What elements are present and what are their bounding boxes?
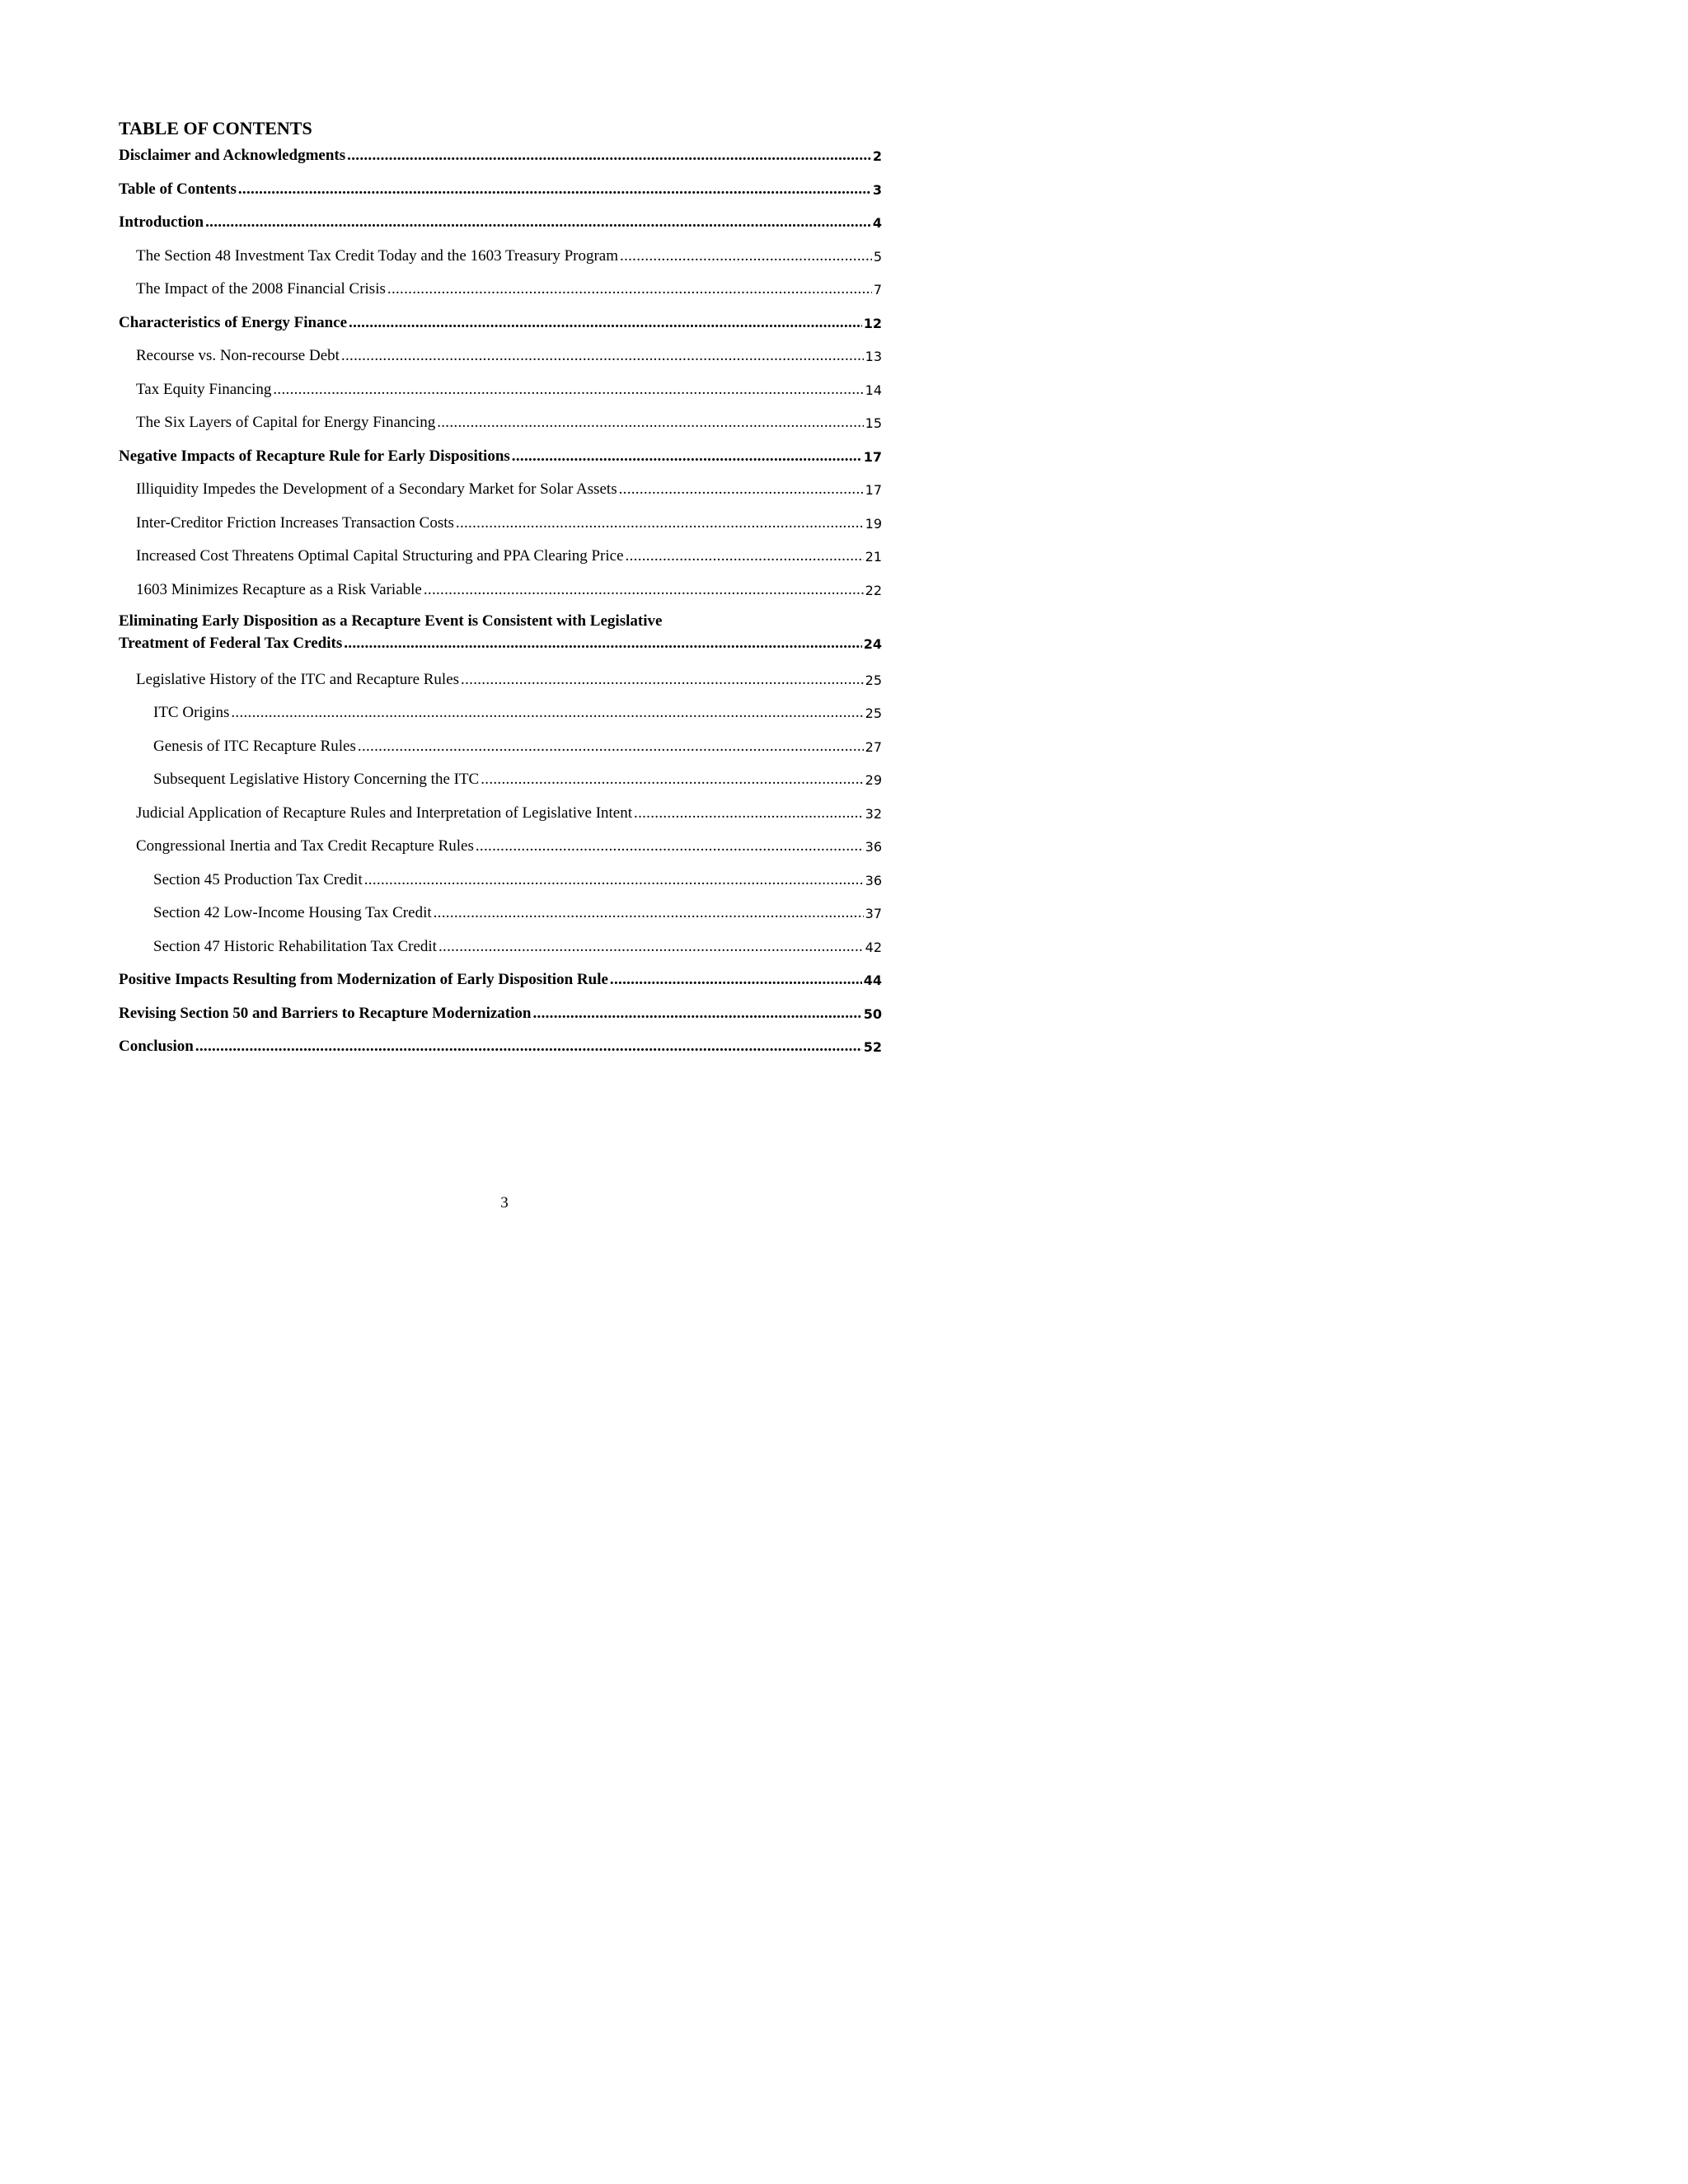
dot-leader (456, 517, 864, 533)
toc-entry-title: The Six Layers of Capital for Energy Financing (136, 414, 436, 431)
toc-entry-page: 42 (865, 940, 882, 955)
toc-entry-page: 3 (872, 182, 882, 198)
toc-entry-title: Table of Contents (119, 180, 237, 198)
dot-leader (434, 907, 864, 923)
toc-entry-page: 32 (865, 806, 882, 822)
toc-entry-page: 19 (865, 516, 882, 532)
toc-entry-increased-cost[interactable] (136, 545, 882, 566)
dot-leader (387, 283, 872, 299)
toc-entry-section-45[interactable] (153, 869, 882, 890)
toc-entry-title: Subsequent Legislative History Concerning the ITC (153, 771, 480, 788)
toc-entry-title: 1603 Minimizes Recapture as a Risk Variable (136, 581, 422, 598)
toc-entry-title: Introduction (119, 213, 204, 231)
toc-entry-financial-crisis[interactable] (136, 278, 882, 299)
document-page (0, 0, 1009, 1305)
toc-entry-page: 7 (873, 282, 882, 298)
toc-entry-genesis-recapture[interactable] (153, 735, 882, 757)
toc-entry-section-48-itc[interactable] (136, 245, 882, 266)
dot-leader (273, 383, 863, 400)
toc-entry-title: Genesis of ITC Recapture Rules (153, 738, 356, 755)
toc-entry-title: Legislative History of the ITC and Recapture Rules (136, 671, 460, 688)
page-number: 3 (500, 1194, 509, 1212)
dot-leader (231, 706, 863, 723)
toc-entry-introduction[interactable] (119, 211, 882, 232)
toc-entry-page: 52 (863, 1039, 882, 1055)
dot-leader (626, 550, 864, 566)
toc-entry-illiquidity[interactable] (136, 478, 882, 499)
toc-entry-page: 36 (865, 873, 882, 888)
toc-entry-title: Recourse vs. Non-recourse Debt (136, 347, 340, 364)
toc-entry-negative-impacts[interactable] (119, 445, 882, 466)
toc-entry-page: 25 (865, 705, 882, 721)
toc-entry-page: 15 (865, 415, 882, 431)
toc-entry-energy-finance[interactable] (119, 312, 882, 333)
toc-entry-disclaimer[interactable] (119, 144, 882, 166)
toc-entry-title: Revising Section 50 and Barriers to Recapture Modernization (119, 1005, 532, 1022)
dot-leader (532, 1007, 861, 1024)
toc-entry-title-line2: Treatment of Federal Tax Credits (119, 635, 343, 652)
toc-entry-title: ITC Origins (153, 704, 230, 721)
dot-leader (476, 840, 864, 856)
toc-entry-legislative-history[interactable] (136, 668, 882, 690)
toc-entry-page: 50 (863, 1006, 882, 1022)
dot-leader (344, 637, 861, 654)
toc-entry-six-layers[interactable] (136, 411, 882, 433)
toc-entry-table-of-contents[interactable] (119, 178, 882, 199)
toc-entry-tax-equity[interactable] (136, 378, 882, 400)
toc-entry-title: Characteristics of Energy Finance (119, 314, 348, 331)
dot-leader (512, 450, 862, 466)
toc-entry-page: 17 (865, 482, 882, 498)
dot-leader (205, 216, 871, 232)
toc-entry-title: Increased Cost Threatens Optimal Capital Structuring and PPA Clearing Price (136, 547, 624, 565)
dot-leader (358, 740, 864, 757)
toc-entry-page: 4 (872, 215, 882, 231)
toc-entry-title-line1: Eliminating Early Disposition as a Recapture Event is Consistent with Legislative (119, 612, 663, 630)
toc-entry-title: Section 45 Production Tax Credit (153, 871, 363, 888)
toc-entry-title: Tax Equity Financing (136, 381, 272, 398)
dot-leader (619, 483, 864, 499)
dot-leader (347, 149, 871, 166)
toc-entry-judicial-application[interactable] (136, 802, 882, 823)
toc-entry-1603-minimizes[interactable] (136, 579, 882, 600)
toc-heading: TABLE OF CONTENTS (119, 118, 312, 138)
toc-entry-title: Judicial Application of Recapture Rules and Interpretation of Legislative Intent (136, 804, 633, 822)
toc-entry-title: Illiquidity Impedes the Development of a Secondary Market for Solar Assets (136, 480, 617, 498)
toc-entry-page: 12 (863, 316, 882, 331)
dot-leader (195, 1040, 862, 1057)
toc-entry-inter-creditor[interactable] (136, 512, 882, 533)
toc-entry-section-42[interactable] (153, 902, 882, 923)
toc-entry-page: 29 (865, 772, 882, 788)
toc-entry-conclusion[interactable] (119, 1035, 882, 1057)
toc-entry-subsequent-history[interactable] (153, 768, 882, 790)
toc-entry-eliminating-early-disposition[interactable] (119, 611, 882, 654)
dot-leader (349, 316, 862, 333)
toc-entry-page: 2 (872, 148, 882, 164)
toc-entry-title: The Section 48 Investment Tax Credit Today and the 1603 Treasury Program (136, 247, 619, 265)
toc-entry-page: 22 (865, 583, 882, 598)
dot-leader (610, 973, 862, 990)
toc-entry-title: Section 47 Historic Rehabilitation Tax Credit (153, 938, 437, 955)
toc-entry-title: Section 42 Low-Income Housing Tax Credit (153, 904, 432, 921)
toc-entry-title: Negative Impacts of Recapture Rule for Early Dispositions (119, 448, 510, 465)
toc-entry-revising-section-50[interactable] (119, 1002, 882, 1024)
dot-leader (364, 874, 864, 890)
toc-entry-section-47[interactable] (153, 935, 882, 957)
toc-entry-page: 17 (863, 449, 882, 465)
toc-entry-title: The Impact of the 2008 Financial Crisis (136, 280, 386, 298)
toc-entry-title: Congressional Inertia and Tax Credit Recapture Rules (136, 837, 474, 855)
toc-entry-positive-impacts[interactable] (119, 968, 882, 990)
toc-entry-page: 25 (865, 673, 882, 688)
dot-leader (481, 773, 863, 790)
toc-entry-recourse-debt[interactable] (136, 344, 882, 366)
dot-leader (634, 807, 864, 823)
toc-entry-title: Disclaimer and Acknowledgments (119, 147, 346, 164)
toc-entry-line2 (119, 632, 882, 654)
toc-entry-page: 24 (863, 636, 882, 652)
dot-leader (238, 183, 871, 199)
toc-entry-page: 36 (865, 839, 882, 855)
dot-leader (437, 416, 863, 433)
toc-entry-page: 44 (863, 972, 882, 988)
toc-entry-page: 14 (865, 382, 882, 398)
toc-entry-title: Positive Impacts Resulting from Modernization of Early Disposition Rule (119, 971, 608, 988)
toc-entry-itc-origins[interactable] (153, 701, 882, 723)
toc-entry-page: 21 (865, 549, 882, 565)
dot-leader (620, 250, 872, 266)
toc-entry-page: 27 (865, 739, 882, 755)
toc-entry-page: 5 (873, 249, 882, 265)
toc-entry-page: 13 (865, 349, 882, 364)
toc-entry-title: Inter-Creditor Friction Increases Transaction Costs (136, 514, 454, 532)
dot-leader (438, 940, 864, 957)
toc-entry-page: 37 (865, 906, 882, 921)
toc-list (0, 0, 1009, 1305)
dot-leader (341, 349, 864, 366)
toc-entry-title: Conclusion (119, 1038, 194, 1055)
toc-entry-congressional-inertia[interactable] (136, 835, 882, 856)
dot-leader (461, 673, 864, 690)
dot-leader (424, 583, 864, 600)
